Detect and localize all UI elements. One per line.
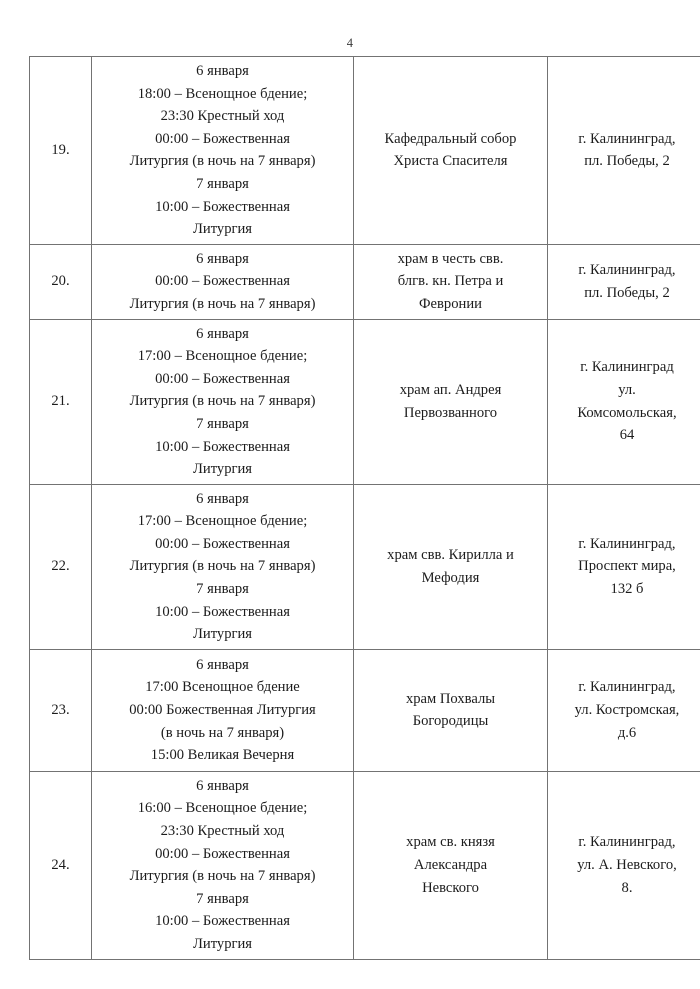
schedule-cell: [92, 57, 354, 245]
address-cell: [548, 57, 700, 245]
address-lines: [552, 128, 700, 173]
table-row: [30, 244, 700, 319]
address-line: д.6: [617, 724, 637, 741]
schedule-line: 10:00 – Божественная: [155, 913, 290, 930]
table-row: [30, 57, 700, 245]
table-row: [30, 484, 700, 649]
temple-line: Кафедральный собор: [384, 130, 517, 147]
temple-lines: [358, 688, 543, 733]
schedule-line: 00:00 – Божественная: [155, 845, 290, 862]
temple-line: Невского: [422, 879, 479, 896]
table-row: [30, 319, 700, 484]
address-lines: [552, 676, 700, 744]
temple-line: Богородицы: [412, 713, 489, 730]
schedule-line: 00:00 – Божественная: [155, 130, 290, 147]
schedule-line: Литургия: [193, 461, 252, 478]
schedule-line: 00:00 – Божественная: [155, 370, 290, 387]
address-line: г. Калининград,: [578, 679, 676, 696]
schedule-line: 23:30 Крестный ход: [160, 823, 285, 840]
schedule-line: 18:00 – Всенощное бдение;: [137, 85, 308, 102]
schedule-line: Литургия: [193, 221, 252, 238]
schedule-line: 6 января: [196, 777, 249, 794]
temple-line: Христа Спасителя: [393, 153, 508, 170]
address-line: 8.: [621, 879, 633, 896]
schedule-line: 00:00 Божественная Литургия: [129, 702, 316, 719]
address-cell: [548, 244, 700, 319]
schedule-table-container: [29, 56, 680, 960]
address-lines: [552, 533, 700, 601]
temple-line: Александра: [413, 856, 488, 873]
schedule-line: 7 января: [196, 175, 249, 192]
address-cell: [548, 771, 700, 959]
temple-name-cell: [354, 484, 548, 649]
address-line: ул. А. Невского,: [577, 856, 677, 873]
temple-line: Первозванного: [403, 404, 498, 421]
schedule-cell: [92, 319, 354, 484]
address-cell: [548, 319, 700, 484]
schedule-line: 6 января: [196, 490, 249, 507]
schedule-line: Литургия (в ночь на 7 января): [129, 868, 316, 885]
schedule-line: 23:30 Крестный ход: [160, 108, 285, 125]
temple-line: храм св. князя: [406, 834, 495, 851]
schedule-lines: [96, 60, 349, 241]
schedule-line: 7 января: [196, 581, 249, 598]
schedule-line: Литургия: [193, 626, 252, 643]
temple-name-cell: [354, 319, 548, 484]
schedule-line: 17:00 – Всенощное бдение;: [137, 348, 308, 365]
row-number-cell: 23.: [30, 649, 92, 771]
row-number-cell: 24.: [30, 771, 92, 959]
schedule-cell: [92, 244, 354, 319]
address-lines: [552, 259, 700, 304]
address-line: 64: [619, 427, 635, 444]
schedule-line: 6 января: [196, 63, 249, 79]
schedule-line: 6 января: [196, 325, 249, 342]
address-line: г. Калининград,: [578, 130, 676, 147]
schedule-lines: [96, 248, 349, 316]
address-line: г. Калининград,: [578, 262, 676, 279]
temple-lines: [358, 831, 543, 899]
schedule-lines: [96, 323, 349, 481]
table-row: [30, 771, 700, 959]
schedule-lines: [96, 775, 349, 956]
schedule-line: 7 января: [196, 415, 249, 432]
address-line: пл. Победы, 2: [584, 284, 670, 301]
address-line: г. Калининград: [580, 359, 674, 376]
schedule-lines: [96, 654, 349, 767]
temple-name-cell: [354, 57, 548, 245]
temple-lines: [358, 248, 543, 316]
temple-line: храм ап. Андрея: [399, 382, 502, 399]
address-line: Проспект мира,: [578, 558, 676, 575]
temple-line: Февронии: [419, 295, 482, 312]
temple-lines: [358, 544, 543, 589]
schedule-line: Литургия (в ночь на 7 января): [129, 393, 316, 410]
address-line: г. Калининград,: [578, 834, 676, 851]
temple-lines: [358, 379, 543, 424]
schedule-line: 6 января: [196, 656, 249, 673]
row-number-cell: 21.: [30, 319, 92, 484]
schedule-line: 15:00 Великая Вечерня: [150, 747, 295, 764]
schedule-line: Литургия (в ночь на 7 января): [129, 295, 316, 312]
page-number: 4: [346, 36, 354, 50]
address-line: 132 б: [610, 581, 644, 598]
temple-line: блгв. кн. Петра и: [397, 273, 504, 290]
address-line: ул. Костромская,: [574, 702, 680, 719]
schedule-line: 10:00 – Божественная: [155, 438, 290, 455]
temple-lines: [358, 128, 543, 173]
address-lines: [552, 356, 700, 446]
schedule-line: 00:00 – Божественная: [155, 535, 290, 552]
schedule-line: 7 января: [196, 890, 249, 907]
schedule-table: [29, 56, 700, 960]
schedule-line: (в ночь на 7 января): [160, 724, 285, 741]
address-line: ул.: [618, 382, 636, 399]
schedule-cell: [92, 771, 354, 959]
schedule-line: 6 января: [196, 250, 249, 267]
schedule-cell: [92, 649, 354, 771]
schedule-line: Литургия (в ночь на 7 января): [129, 558, 316, 575]
temple-name-cell: [354, 771, 548, 959]
address-line: Комсомольская,: [577, 404, 677, 421]
address-line: г. Калининград,: [578, 535, 676, 552]
temple-line: храм свв. Кирилла и: [387, 547, 514, 564]
schedule-line: 16:00 – Всенощное бдение;: [137, 800, 308, 817]
schedule-cell: [92, 484, 354, 649]
temple-line: храм Похвалы: [405, 690, 496, 707]
temple-line: храм в честь свв.: [397, 250, 504, 267]
address-cell: [548, 484, 700, 649]
row-number-cell: 20.: [30, 244, 92, 319]
address-cell: [548, 649, 700, 771]
address-lines: [552, 831, 700, 899]
table-row: [30, 649, 700, 771]
schedule-line: 00:00 – Божественная: [155, 273, 290, 290]
temple-line: Мефодия: [421, 569, 480, 586]
schedule-table-body: [30, 57, 700, 960]
schedule-line: 10:00 – Божественная: [155, 603, 290, 620]
schedule-line: 17:00 – Всенощное бдение;: [137, 513, 308, 530]
schedule-line: 10:00 – Божественная: [155, 198, 290, 215]
row-number-cell: 19.: [30, 57, 92, 245]
schedule-line: 17:00 Всенощное бдение: [145, 679, 300, 696]
schedule-lines: [96, 488, 349, 646]
schedule-line: Литургия: [193, 936, 252, 952]
temple-name-cell: [354, 649, 548, 771]
address-line: пл. Победы, 2: [584, 153, 670, 170]
temple-name-cell: [354, 244, 548, 319]
schedule-line: Литургия (в ночь на 7 января): [129, 153, 316, 170]
row-number-cell: 22.: [30, 484, 92, 649]
